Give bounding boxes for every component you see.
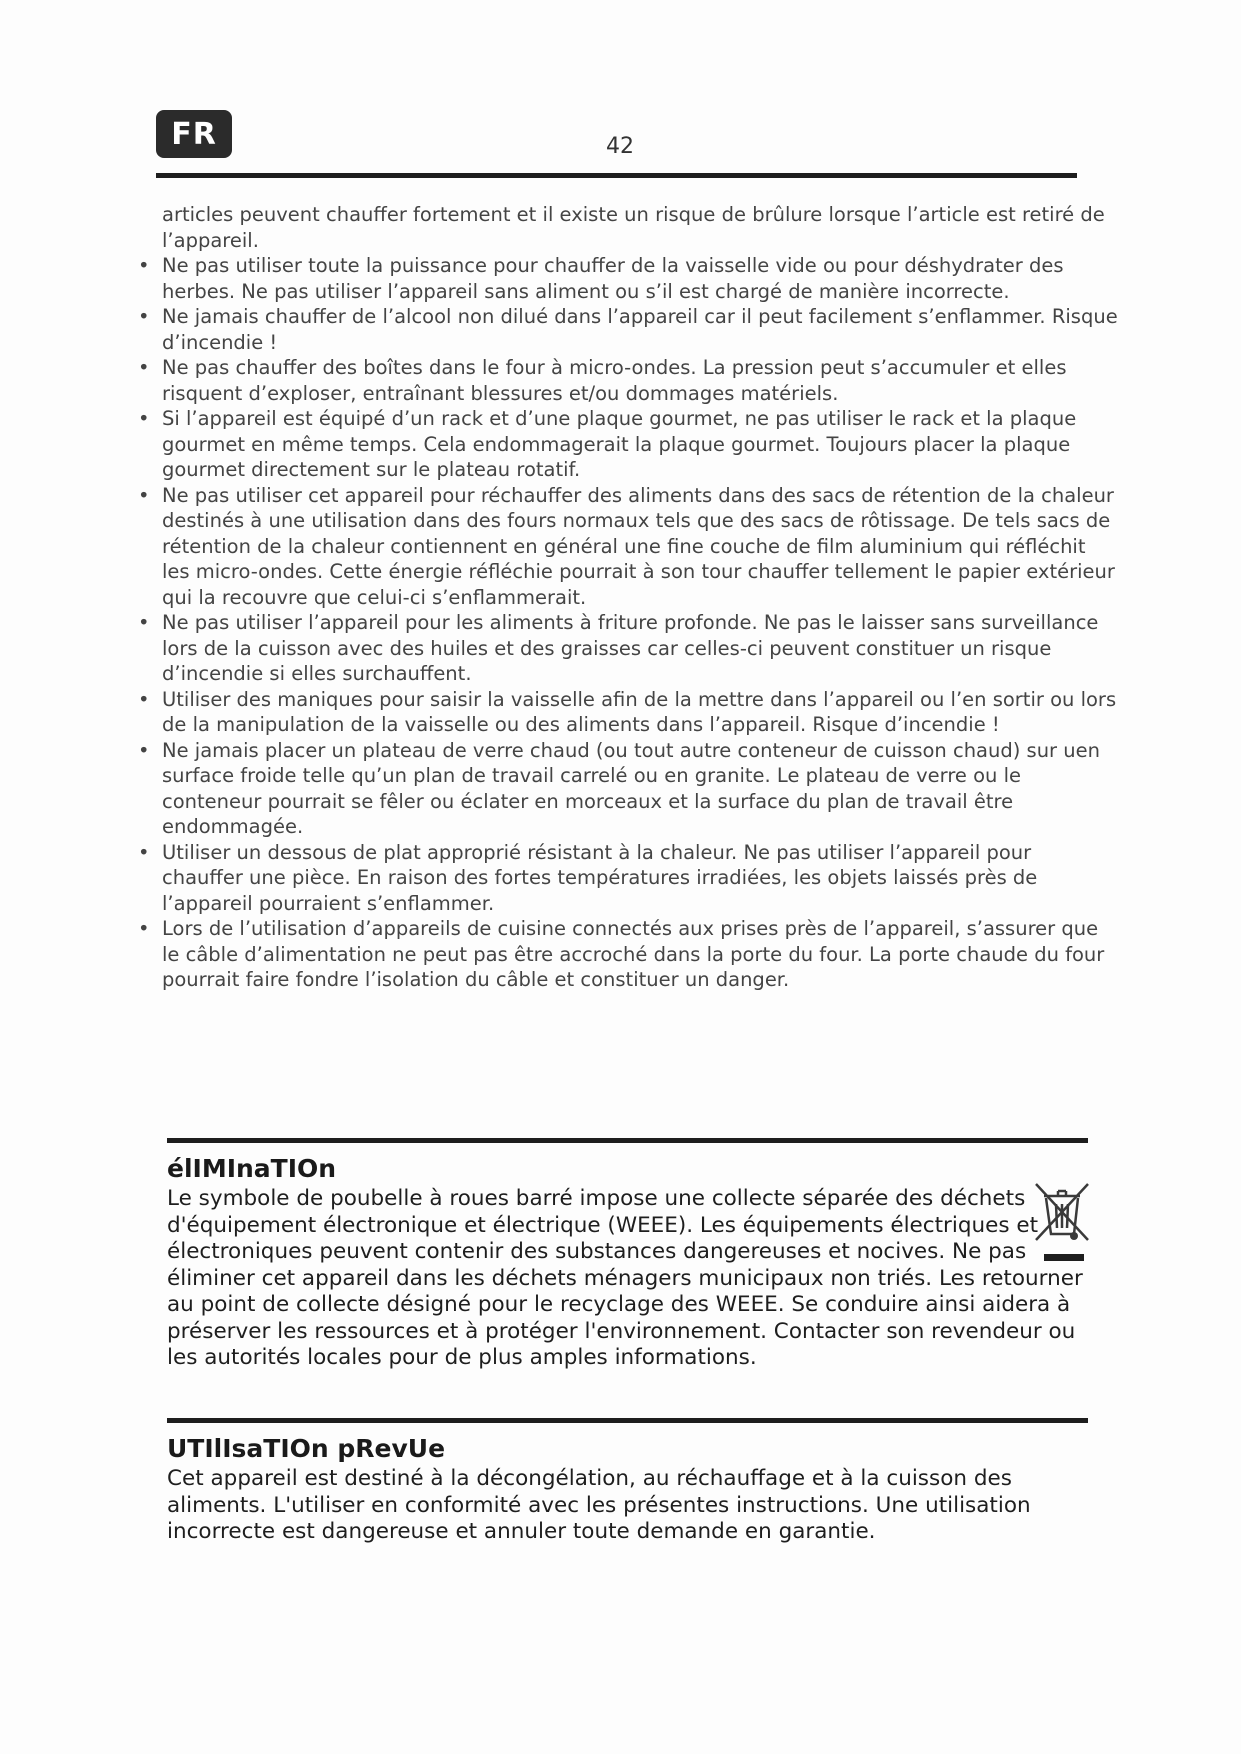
list-item: • Ne jamais placer un plateau de verre chaud (ou tout autre conteneur de cuisson chaud) sur uen surface froide telle qu’un plan de travail carrelé ou en granite. Le plateau de verre ou le conteneur pourrait se fêler ou éclater en morceaux et la surface du plan de travail être endommagée. [138, 738, 1118, 840]
list-item: • Ne pas utiliser cet appareil pour réchauffer des aliments dans des sacs de rétention de la chaleur destinés à une utilisation dans des fours normaux tels que des sacs de rôtissage. De tels sacs de rétention de la chaleur contiennent en général une fine couche de film aluminium qui réfléchit les micro-ondes. Cette énergie réfléchie pourrait à son tour chauffer tellement le papier extérieur qui la recouvre que celui-ci s’enflammerait. [138, 483, 1118, 611]
header-divider [156, 173, 1077, 178]
list-item: • Si l’appareil est équipé d’un rack et d’une plaque gourmet, ne pas utiliser le rack et la plaque gourmet en même temps. Cela endommagerait la plaque gourmet. Toujours placer la plaque gourmet directement sur le plateau rotatif. [138, 406, 1118, 483]
list-item: • Ne pas chauffer des boîtes dans le four à micro-ondes. La pression peut s’accumuler et elles risquent d’exploser, entraînant blessures et/ou dommages matériels. [138, 355, 1118, 406]
disposal-divider [167, 1138, 1088, 1143]
disposal-body-text: Le symbole de poubelle à roues barré impose une collecte séparée des déchets d'équipement électronique et électrique (WEEE). Les équipements électriques et électroniques peuvent contenir des substances dangereuses et nocives. Ne pas éliminer cet appareil dans les déchets ménagers municipaux non triés. Les retourner au point de collecte désigné pour le recyclage des WEEE. Se conduire ainsi aidera à préserver les ressources et à protéger l'environnement. Contacter son revendeur ou les autorités locales pour de plus amples informations. [167, 1186, 1083, 1370]
intended-use-body: Cet appareil est destiné à la décongélation, au réchauffage et à la cuisson des aliments. L'utiliser en conformité avec les présentes instructions. Une utilisation incorrecte est dangereuse et annuler toute demande en garantie. [167, 1466, 1031, 1544]
intended-use-heading: UTIlIsaTIOn pRevUe [167, 1434, 446, 1463]
intended-use-divider [167, 1418, 1088, 1423]
list-item: • Ne pas utiliser toute la puissance pour chauffer de la vaisselle vide ou pour déshydrater des herbes. Ne pas utiliser l’appareil sans aliment ou s’il est chargé de manière incorrecte. [138, 253, 1118, 304]
language-badge: FR [156, 110, 232, 158]
list-item: • Lors de l’utilisation d’appareils de cuisine connectés aux prises près de l’appareil, s’assurer que le câble d’alimentation ne peut pas être accroché dans la porte du four. La porte chaude du four pourrait faire fondre l’isolation du câble et constituer un danger. [138, 916, 1118, 993]
safety-list [138, 253, 1118, 993]
disposal-body [167, 1186, 1087, 1372]
list-item: • Ne jamais chauffer de l’alcool non dilué dans l’appareil car il peut facilement s’enflammer. Risque d’incendie ! [138, 304, 1118, 355]
continuation-paragraph: articles peuvent chauffer fortement et il existe un risque de brûlure lorsque l’article est retiré de l’appareil. [162, 203, 1105, 252]
list-item: • Utiliser un dessous de plat approprié résistant à la chaleur. Ne pas utiliser l’appareil pour chauffer une pièce. En raison des fortes températures irradiées, les objets laissés près de l’appareil pourraient s’enflammer. [138, 840, 1118, 917]
crossed-out-wheelie-bin-icon [1032, 1180, 1092, 1264]
list-item: • Utiliser des maniques pour saisir la vaisselle afin de la mettre dans l’appareil ou l’en sortir ou lors de la manipulation de la vaisselle ou des aliments dans l’appareil. Risque d’incendie ! [138, 687, 1118, 738]
safety-instructions [138, 202, 1118, 993]
disposal-heading: élIMInaTIOn [167, 1154, 337, 1183]
list-item: • Ne pas utiliser l’appareil pour les aliments à friture profonde. Ne pas le laisser sans surveillance lors de la cuisson avec des huiles et des graisses car celles-ci peuvent constituer un risque d’incendie si elles surchauffent. [138, 610, 1118, 687]
page-number: 42 [606, 134, 634, 159]
